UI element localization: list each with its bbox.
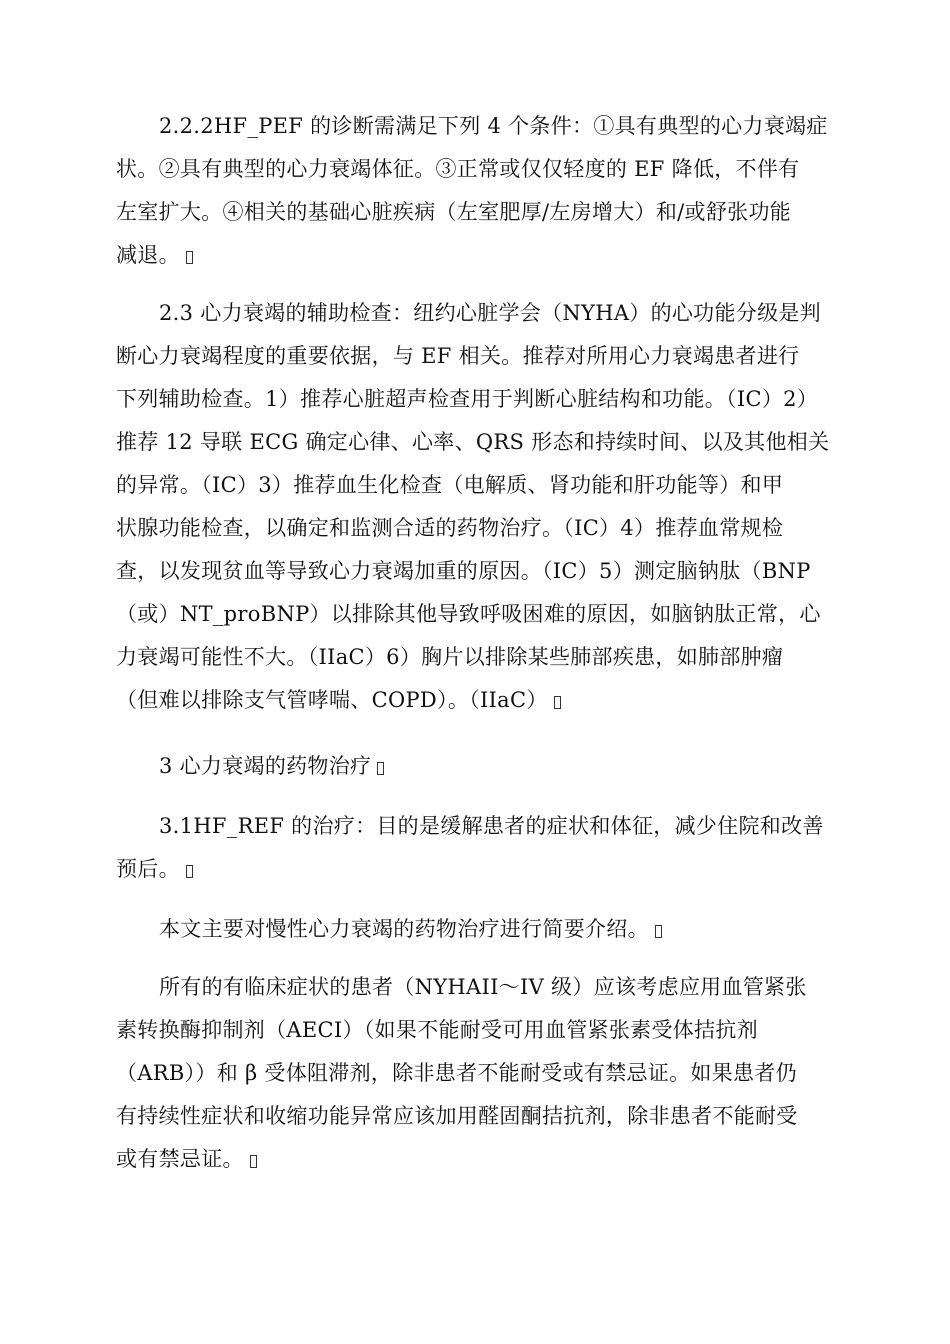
paragraph-mark-icon: [250, 1155, 257, 1168]
paragraph-mark-icon: [377, 762, 384, 775]
text-line-content: 3 心力衰竭的药物治疗: [159, 754, 372, 778]
text-line-content: 预后。: [116, 857, 180, 881]
paragraph-symptomatic-patients: [116, 966, 846, 1181]
text-line: 有持续性症状和收缩功能异常应该加用醛固酮拮抗剂，除非患者不能耐受: [116, 1104, 798, 1128]
paragraph-hfref-treatment: [116, 805, 846, 891]
text-line-content: 本文主要对慢性心力衰竭的药物治疗进行简要介绍。: [159, 917, 649, 941]
text-line: 的异常。（IC）3）推荐血生化检查（电解质、肾功能和肝功能等）和甲: [116, 473, 784, 497]
paragraph-mark-icon: [655, 925, 662, 938]
text-line: 力衰竭可能性不大。（IIaC）6）胸片以排除某些肺部疾患，如肺部肿瘤: [116, 645, 784, 669]
text-line: 左室扩大。④相关的基础心脏疾病（左室肥厚/左房增大）和/或舒张功能: [116, 200, 792, 224]
text-line: 所有的有临床症状的患者（NYHAII～IV 级）应该考虑应用血管紧张: [159, 975, 807, 999]
text-line-content: 减退。: [116, 243, 180, 267]
paragraph-hfpef-diagnosis: [116, 105, 846, 277]
text-line: 状。②具有典型的心力衰竭体征。③正常或仅仅轻度的 EF 降低，不伴有: [116, 157, 800, 181]
text-line: [116, 1138, 846, 1181]
text-line: 2.3 心力衰竭的辅助检查：纽约心脏学会（NYHA）的心功能分级是判: [159, 301, 821, 325]
text-line: 3.1HF_REF 的治疗：目的是缓解患者的症状和体征，减少住院和改善: [159, 814, 824, 838]
paragraph-intro: [116, 908, 846, 951]
paragraph-mark-icon: [186, 251, 193, 264]
text-line: [116, 908, 846, 951]
text-line: [116, 234, 846, 277]
text-line: 断心力衰竭程度的重要依据，与 EF 相关。推荐对所用心力衰竭患者进行: [116, 344, 800, 368]
paragraph-auxiliary-exams: [116, 292, 846, 722]
paragraph-mark-icon: [554, 696, 561, 709]
text-line: [116, 848, 846, 891]
text-line: 推荐 12 导联 ECG 确定心律、心率、QRS 形态和持续时间、以及其他相关: [116, 430, 830, 454]
text-line: 2.2.2HF_PEF 的诊断需满足下列 4 个条件：①具有典型的心力衰竭症: [159, 114, 828, 138]
text-line: （或）NT_proBNP）以排除其他导致呼吸困难的原因，如脑钠肽正常，心: [116, 602, 821, 626]
text-line: 素转换酶抑制剂（AECI）（如果不能耐受可用血管紧张素受体拮抗剂: [116, 1018, 758, 1042]
text-line: 查，以发现贫血等导致心力衰竭加重的原因。（IC）5）测定脑钠肽（BNP: [116, 559, 811, 583]
paragraph-mark-icon: [186, 865, 193, 878]
text-line: 状腺功能检查，以确定和监测合适的药物治疗。（IC）4）推荐血常规检: [116, 516, 784, 540]
section-heading-drug-therapy: [116, 745, 846, 788]
text-line: （ARB））和 β 受体阻滞剂，除非患者不能耐受或有禁忌证。如果患者仍: [116, 1061, 797, 1085]
text-line-content: （但难以排除支气管哮喘、COPD）。（IIaC）: [116, 688, 548, 712]
text-line: 下列辅助检查。1）推荐心脏超声检查用于判断心脏结构和功能。（IC）2）: [116, 387, 819, 411]
text-line: [116, 679, 846, 722]
text-line-content: 或有禁忌证。: [116, 1147, 244, 1171]
text-line: [116, 745, 846, 788]
